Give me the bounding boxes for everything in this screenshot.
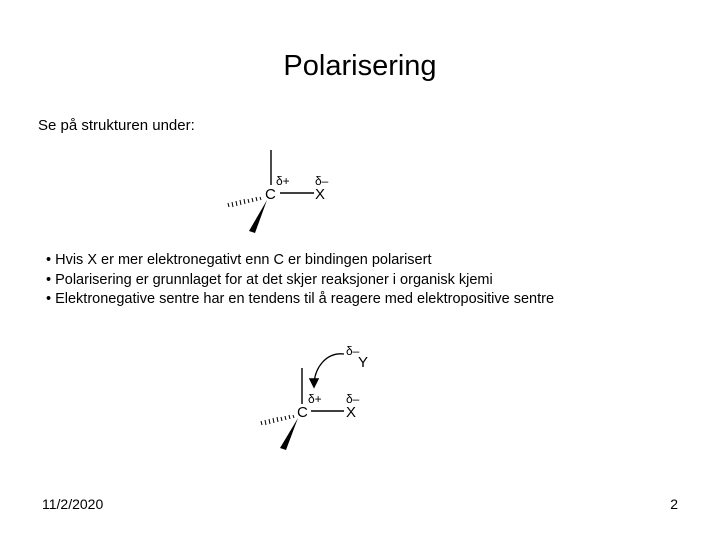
hashed-bond <box>228 197 261 207</box>
curved-attack-arrow <box>314 354 344 386</box>
bullet-item: • Polarisering er grunnlaget for at det skjer reaksjoner i organisk kjemi <box>46 271 493 288</box>
carbon-atom-label: C <box>265 186 276 203</box>
delta-plus-label: δ+ <box>308 392 322 406</box>
y-atom-label: Y <box>358 354 369 371</box>
page-number: 2 <box>670 496 678 512</box>
delta-minus-y-label: δ– <box>346 344 360 358</box>
delta-minus-x-label: δ– <box>346 392 360 406</box>
carbon-atom-label: C <box>297 404 308 421</box>
intro-text: Se på strukturen under: <box>38 117 195 134</box>
hashed-bond <box>261 415 294 425</box>
delta-minus-label: δ– <box>315 174 329 188</box>
bullet-item: • Hvis X er mer elektronegativt enn C er bindingen polarisert <box>46 252 432 268</box>
structure-diagram-2 <box>252 340 392 460</box>
bullet-item: • Elektronegative sentre har en tendens til å reagere med elektropositive sentre <box>46 291 555 307</box>
slide-title: Polarisering <box>283 50 437 82</box>
x-atom-label: X <box>315 186 326 203</box>
structure-diagram-1 <box>220 140 350 240</box>
bullet-list <box>46 251 554 310</box>
wedge-bond <box>249 200 267 233</box>
x-atom-label: X <box>346 404 357 421</box>
delta-plus-label: δ+ <box>276 174 290 188</box>
wedge-bond <box>280 418 298 450</box>
slide-date: 11/2/2020 <box>42 496 104 512</box>
